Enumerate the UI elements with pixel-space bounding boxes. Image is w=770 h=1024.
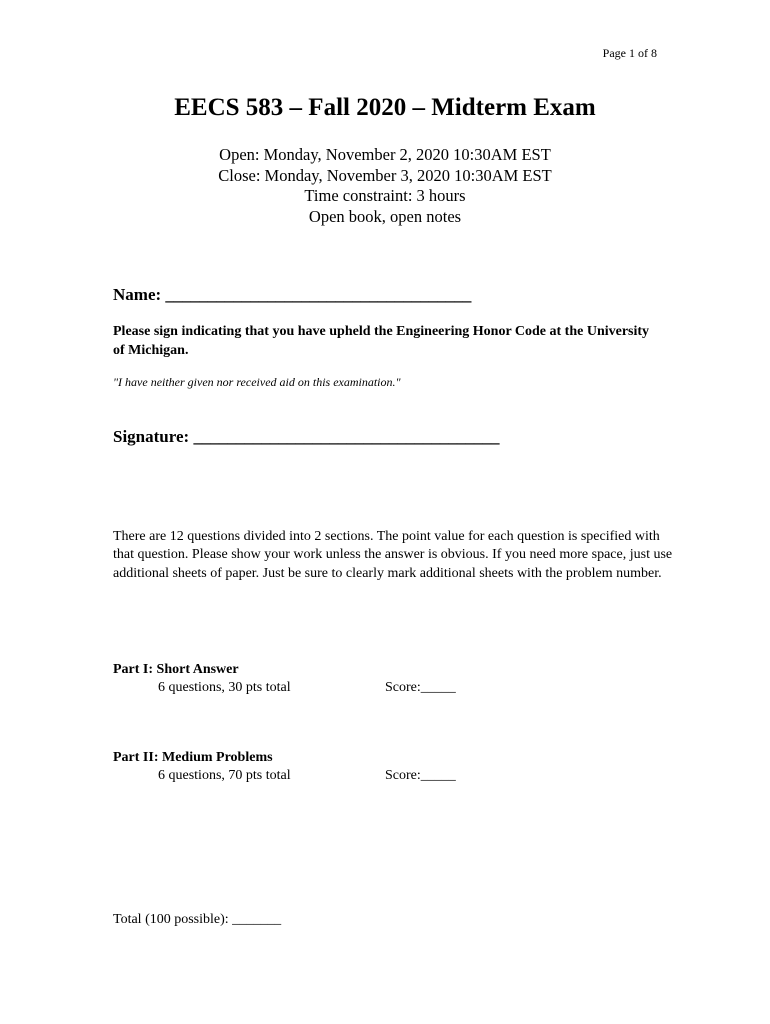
part-2-detail: 6 questions, 70 pts total — [158, 768, 291, 783]
close-time: Close: Monday, November 3, 2020 10:30AM EST — [218, 165, 552, 185]
part-2-score: Score:_____ — [385, 768, 456, 783]
honor-code-statement: Please sign indicating that you have upheld the Engineering Honor Code at the University of Michigan. — [113, 324, 650, 358]
exam-instructions: There are 12 questions divided into 2 sections. The point value for each question is specified with that question. Please show your work unless the answer is obvious. If you need more space, just use additional sheets of paper. Just be sure to clearly mark additional sheets with the problem number. — [113, 529, 673, 581]
part-1-detail: 6 questions, 30 pts total — [158, 680, 291, 695]
page-number: Page 1 of 8 — [602, 46, 657, 60]
time-constraint: Time constraint: 3 hours — [304, 186, 466, 205]
open-book-note: Open book, open notes — [308, 206, 462, 226]
part-1-title: Part I: Short Answer — [113, 662, 239, 677]
part-2-title: Part II: Medium Problems — [113, 750, 273, 765]
exam-header-info — [0, 145, 770, 227]
exam-title: EECS 583 – Fall 2020 – Midterm Exam — [174, 94, 596, 121]
part-1-score: Score:_____ — [385, 680, 456, 695]
honor-pledge: "I have neither given nor received aid on this examination." — [113, 375, 401, 389]
total-score: Total (100 possible): _______ — [113, 912, 282, 927]
name-field: Name: ____________________________________ — [113, 285, 472, 304]
signature-field: Signature: ____________________________________ — [113, 427, 500, 446]
open-time: Open: Monday, November 2, 2020 10:30AM EST — [219, 145, 551, 164]
